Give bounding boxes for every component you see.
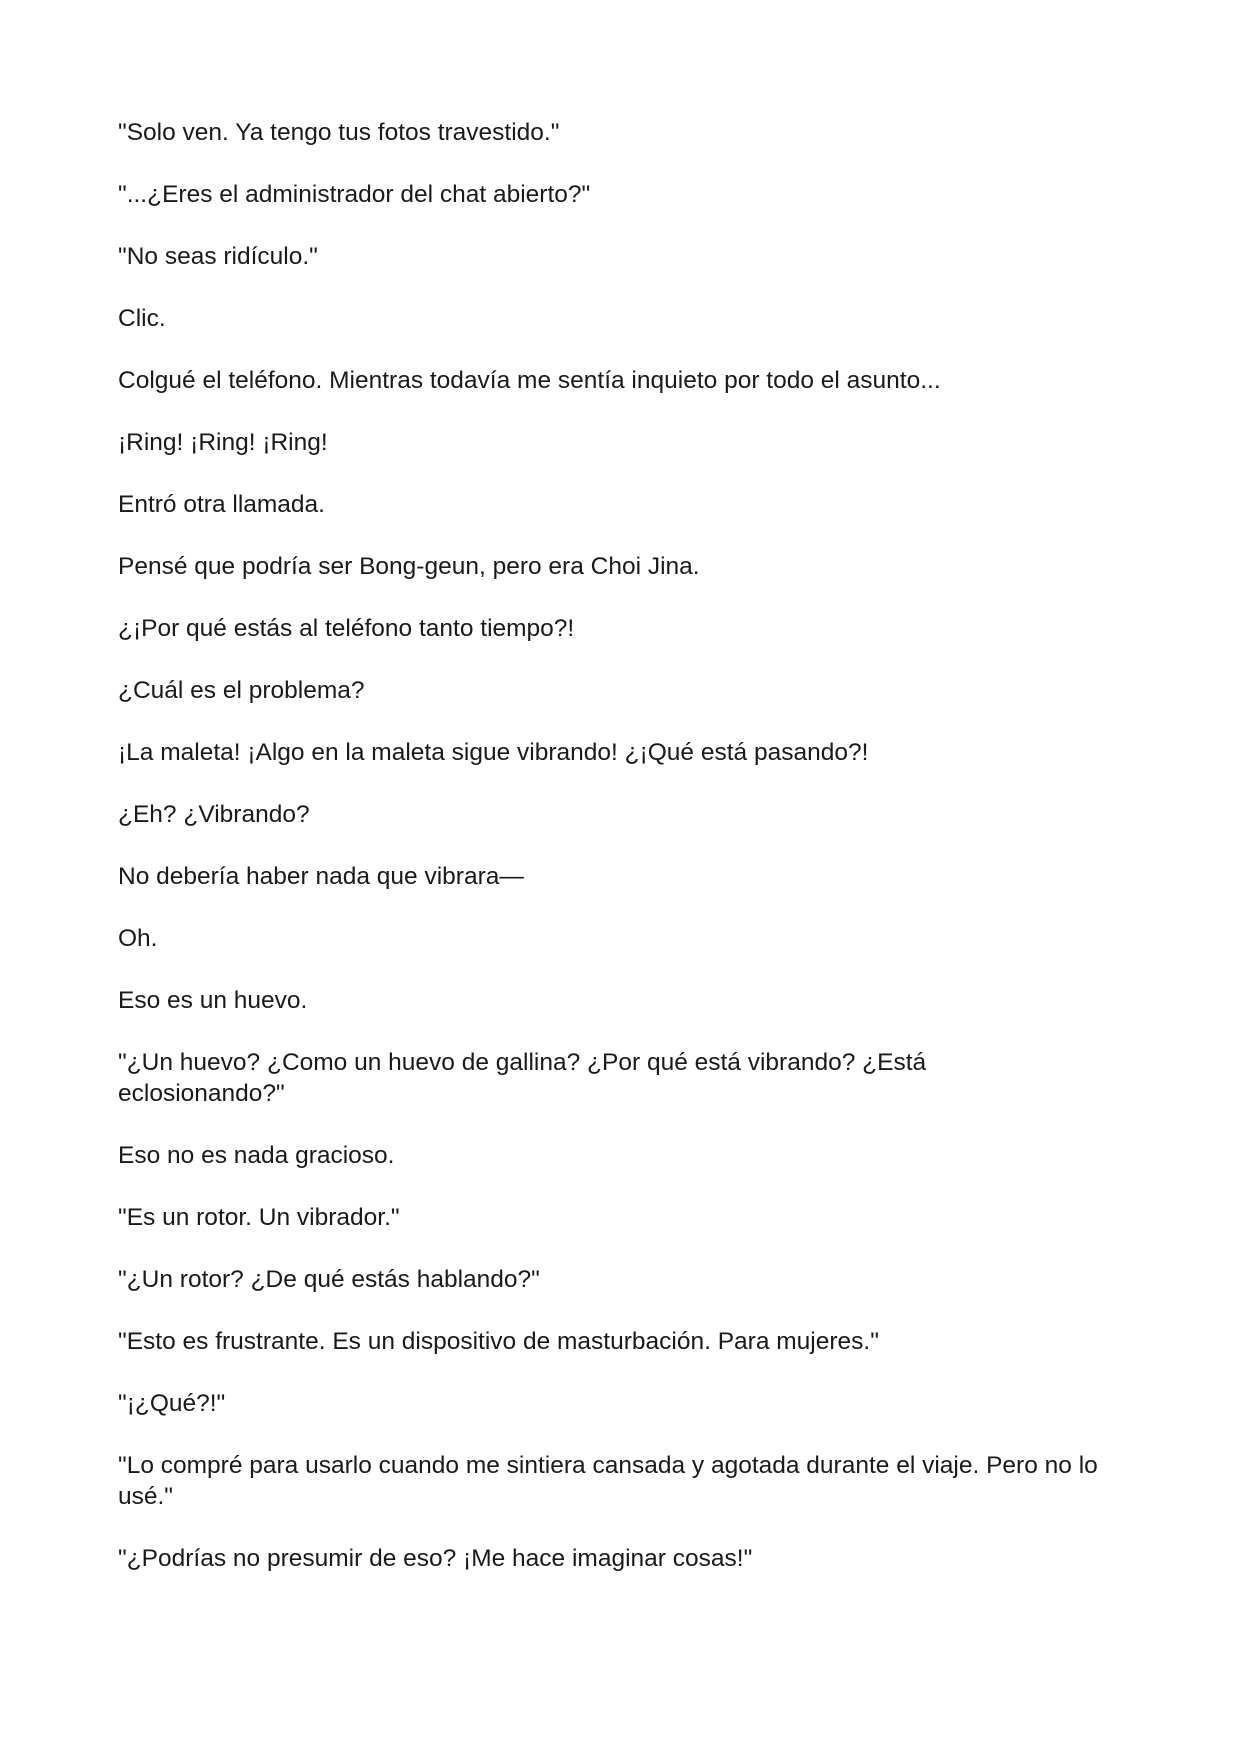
paragraph: Eso no es nada gracioso. [118, 1142, 395, 1169]
paragraph: "No seas ridículo." [118, 243, 318, 270]
paragraph: "Esto es frustrante. Es un dispositivo de masturbación. Para mujeres." [118, 1328, 879, 1355]
paragraph: Clic. [118, 305, 166, 332]
paragraph: "Es un rotor. Un vibrador." [118, 1204, 400, 1231]
paragraph: No debería haber nada que vibrara— [118, 863, 524, 890]
paragraph: "¡¿Qué?!" [118, 1390, 226, 1417]
paragraph: ¡Ring! ¡Ring! ¡Ring! [118, 429, 328, 456]
paragraph: ¿¡Por qué estás al teléfono tanto tiempo?! [118, 615, 575, 642]
paragraph: ¡La maleta! ¡Algo en la maleta sigue vibrando! ¿¡Qué está pasando?! [118, 739, 869, 766]
paragraph: Oh. [118, 925, 158, 952]
paragraph: Entró otra llamada. [118, 491, 325, 518]
document-body [118, 117, 1098, 1605]
paragraph: ¿Cuál es el problema? [118, 677, 365, 704]
paragraph: "...¿Eres el administrador del chat abierto?" [118, 181, 591, 208]
paragraph: ¿Eh? ¿Vibrando? [118, 801, 310, 828]
paragraph: Colgué el teléfono. Mientras todavía me sentía inquieto por todo el asunto... [118, 367, 941, 394]
paragraph: "¿Podrías no presumir de eso? ¡Me hace imaginar cosas!" [118, 1545, 753, 1572]
paragraph: Pensé que podría ser Bong-geun, pero era Choi Jina. [118, 553, 700, 580]
paragraph: "Solo ven. Ya tengo tus fotos travestido." [118, 119, 560, 146]
paragraph: Eso es un huevo. [118, 987, 308, 1014]
paragraph: "Lo compré para usarlo cuando me sintiera cansada y agotada durante el viaje. Pero no lo usé." [118, 1452, 1098, 1510]
paragraph: "¿Un rotor? ¿De qué estás hablando?" [118, 1266, 540, 1293]
paragraph: "¿Un huevo? ¿Como un huevo de gallina? ¿Por qué está vibrando? ¿Está eclosionando?" [118, 1049, 927, 1107]
